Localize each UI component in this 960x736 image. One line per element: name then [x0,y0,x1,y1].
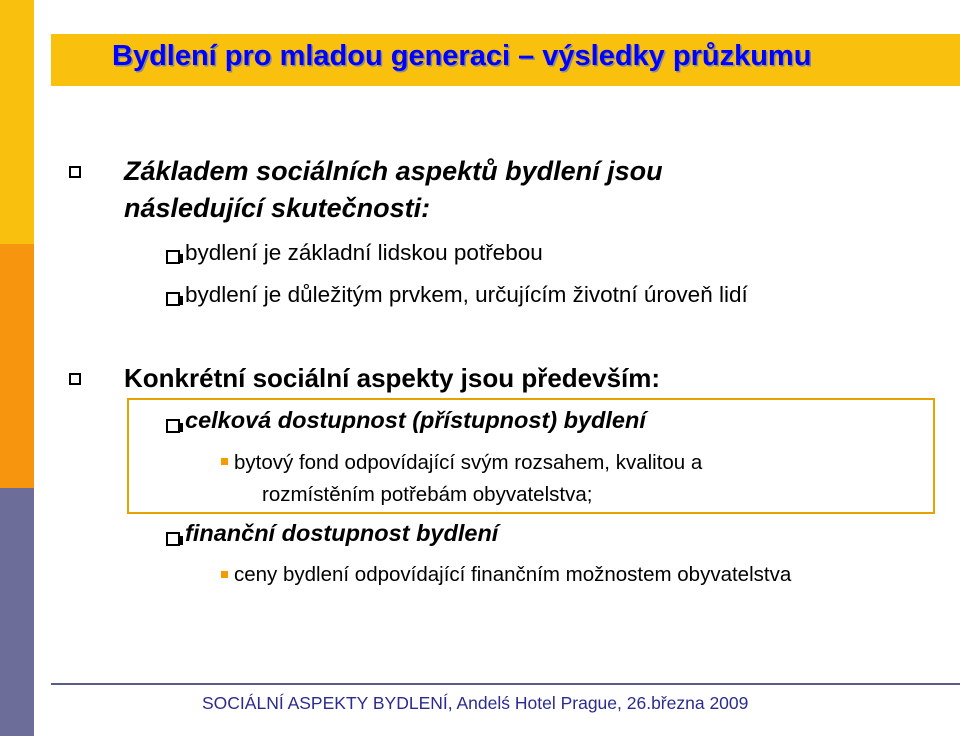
square-bullet-icon [166,532,180,546]
side-strip-orange [0,244,34,488]
side-strip-yellow [0,0,34,244]
square-bullet-icon [166,250,180,264]
section2-item2-label: finanční dostupnost bydlení [185,520,499,546]
footer-text: SOCIÁLNÍ ASPEKTY BYDLENÍ, Andelś Hotel Prague, 26.března 2009 [202,693,749,713]
section1-heading-line2: následující skutečnosti: [124,193,431,223]
side-strip-purple [0,488,34,736]
section1-item: bydlení je důležitým prvkem, určujícím životní úroveň lidí [185,282,748,307]
section2-item2-sub: ceny bydlení odpovídající finančním možnostem obyvatelstva [234,563,792,586]
section2-item1-sub-line1: bytový fond odpovídající svým rozsahem, kvalitou a [234,451,703,474]
footer-divider [51,683,960,685]
slide-title: Bydlení pro mladou generaci – výsledky průzkumu [112,40,812,72]
square-bullet-icon [69,166,81,178]
small-square-bullet-icon [221,458,228,465]
square-bullet-icon [166,419,180,433]
section2-heading: Konkrétní sociální aspekty jsou především: [124,363,661,393]
section2-item1-sub-line2: rozmístěním potřebám obyvatelstva; [262,483,593,506]
section2-item1-label: celková dostupnost (přístupnost) bydlení [185,407,646,433]
section1-heading-line1: Základem sociálních aspektů bydlení jsou [124,156,663,186]
section1-item: bydlení je základní lidskou potřebou [185,240,543,265]
small-square-bullet-icon [221,571,228,578]
square-bullet-icon [166,292,180,306]
square-bullet-icon [69,373,81,385]
